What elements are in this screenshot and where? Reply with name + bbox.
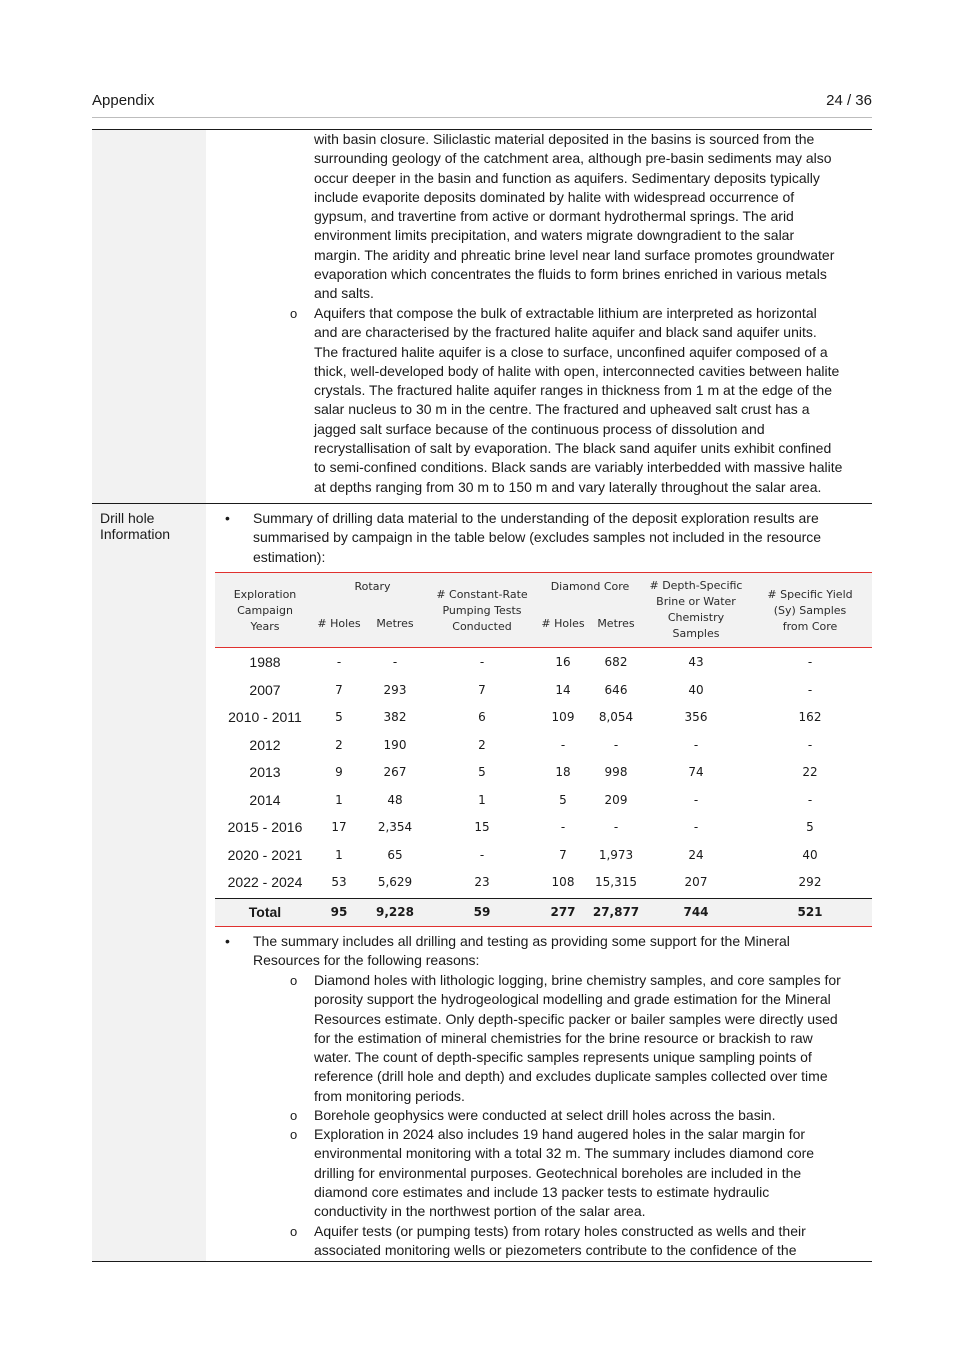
- cell-rotary-metres: 382: [383, 710, 407, 724]
- cell-pumping: 6: [478, 710, 486, 724]
- text-line: for the estimation of mineral chemistries for the brine resource or brackish to raw: [314, 1029, 813, 1046]
- header-text: Brine or Water: [656, 595, 736, 608]
- cell-rotary-holes: 1: [335, 792, 343, 807]
- circle-bullet-icon: o: [290, 973, 298, 988]
- text-line: summarised by campaign in the table below (excludes samples not included in the resource: [253, 529, 822, 546]
- cell-total-diamond-metres: 27,877: [592, 905, 640, 919]
- text-line: thick, well-developed body of halite with open, interconnected cavities between halite: [314, 362, 840, 379]
- header-text: Conducted: [452, 620, 512, 633]
- cell-chemistry: 74: [688, 765, 704, 779]
- header-text: Pumping Tests: [442, 604, 522, 617]
- cell-year: 2013: [249, 764, 281, 780]
- label-column: [92, 130, 206, 1261]
- text-line: recrystallisation of salt by evaporation. The black sand aquifer units exhibit confined: [314, 440, 832, 457]
- page-number: 24 / 36: [826, 92, 872, 109]
- text-line: Aquifer tests (or pumping tests) from rotary holes constructed as wells and their: [314, 1223, 806, 1239]
- cell-rotary-metres: 5,629: [377, 875, 413, 889]
- cell-total-label: Total: [248, 904, 282, 920]
- text-line: jagged salt surface because of the continuous process of dissolution and: [314, 420, 765, 437]
- text-line: reference (drill hole and depth) and excludes duplicate samples collected over time: [314, 1068, 828, 1085]
- cell-rotary-holes: 5: [335, 710, 343, 724]
- header-text: Years: [250, 620, 280, 633]
- header-campaign: [215, 587, 315, 635]
- cell-total-yield: 521: [797, 905, 823, 919]
- table-row: [215, 759, 872, 787]
- text-line: Aquifers that compose the bulk of extractable lithium are interpreted as horizontal: [314, 305, 817, 321]
- text-line: with basin closure. Siliclastic material deposited in the basins is sourced from the: [314, 131, 815, 147]
- cell-diamond-metres: -: [613, 737, 619, 752]
- cell-chemistry: 207: [684, 875, 708, 889]
- table-row: [215, 869, 872, 897]
- cell-rotary-metres: -: [392, 655, 398, 669]
- sub-bullet-exploration-2024: [290, 1125, 874, 1221]
- cell-year: 2015 - 2016: [227, 819, 303, 835]
- circle-bullet-icon: o: [290, 1224, 298, 1239]
- text-line: water. The count of depth-specific samples represents unique sampling points of: [314, 1049, 812, 1066]
- cell-diamond-holes: -: [560, 820, 566, 834]
- header-diamond-holes: # Holes: [541, 617, 585, 630]
- cell-rotary-holes: 53: [331, 875, 347, 889]
- text-line: conductivity in the northwest portion of the salar area.: [314, 1203, 646, 1220]
- table-total-row: [215, 898, 872, 927]
- circle-bullet-icon: o: [290, 306, 298, 321]
- cell-diamond-metres: 682: [604, 655, 628, 669]
- text-line: include evaporite deposits dominated by halite with widespread occurrence of: [314, 188, 795, 205]
- cell-total-diamond-holes: 277: [550, 905, 576, 919]
- header-title: Appendix: [92, 92, 155, 109]
- bullet-icon: •: [225, 510, 230, 526]
- header-rotary-holes: # Holes: [317, 617, 361, 630]
- cell-yield: -: [807, 737, 813, 752]
- header-specific-yield: [751, 587, 869, 635]
- text-line: crystals. The fractured halite aquifer ranges in thickness from 1 m at the edge of the: [314, 382, 833, 399]
- cell-rotary-metres: 2,354: [377, 820, 413, 834]
- cell-chemistry: 356: [684, 710, 708, 724]
- cell-rotary-metres: 267: [383, 765, 407, 779]
- sub-bullet-geophysics: [290, 1106, 874, 1125]
- cell-yield: 5: [806, 820, 814, 834]
- table-row: [215, 814, 872, 842]
- cell-diamond-metres: 1,973: [598, 847, 634, 862]
- cell-rotary-holes: 1: [335, 847, 343, 862]
- cell-diamond-metres: 998: [604, 765, 628, 779]
- text-line: Resources for the following reasons:: [253, 952, 480, 969]
- header-rule: [92, 117, 872, 118]
- text-line: estimation):: [253, 548, 326, 565]
- cell-pumping: 15: [474, 820, 490, 834]
- text-line: porosity support the hydrogeological modelling and grade estimation for the Mineral: [314, 991, 831, 1008]
- drill-intro-bullet: [225, 509, 873, 567]
- cell-chemistry: 24: [688, 847, 704, 862]
- cell-year: 2010 - 2011: [228, 709, 302, 725]
- table-row: [215, 704, 872, 732]
- cell-rotary-holes: -: [336, 655, 342, 669]
- cell-pumping: 23: [474, 875, 490, 889]
- text-line: at depths ranging from 30 m to 150 m and vary laterally throughout the salar area.: [314, 478, 822, 495]
- cell-total-chemistry: 744: [683, 905, 709, 919]
- cell-chemistry: 40: [688, 682, 704, 697]
- aquifer-bullet: [290, 304, 874, 497]
- header-diamond-group: Diamond Core: [550, 580, 630, 593]
- cell-chemistry: 43: [688, 655, 704, 669]
- header-chemistry: [645, 578, 747, 642]
- row-separator: [92, 503, 872, 504]
- text-line: environmental monitoring with a total 32 m. The summary includes diamond core: [314, 1145, 815, 1162]
- table-row: [215, 787, 872, 815]
- cell-year: 2014: [249, 791, 281, 808]
- cell-pumping: 7: [478, 682, 486, 697]
- cell-pumping: -: [479, 847, 485, 862]
- cell-rotary-metres: 190: [383, 737, 407, 752]
- cell-total-rotary-metres: 9,228: [376, 905, 414, 919]
- page-header: [92, 92, 872, 114]
- cell-diamond-holes: 16: [555, 655, 571, 669]
- header-text: # Depth-Specific: [649, 579, 743, 592]
- cell-chemistry: -: [693, 792, 699, 807]
- text-line: and salts.: [314, 285, 374, 302]
- table-row: [215, 649, 872, 677]
- text-line: Borehole geophysics were conducted at select drill holes across the basin.: [314, 1107, 776, 1123]
- cell-yield: 162: [798, 710, 822, 724]
- cell-year: 1988: [249, 654, 281, 670]
- text-line: surrounding geology of the catchment area, although pre-basin sediments may also: [314, 150, 832, 167]
- cell-yield: 40: [802, 847, 818, 862]
- table-row: [215, 677, 872, 705]
- header-text: Chemistry: [667, 611, 725, 624]
- cell-rotary-metres: 48: [387, 792, 403, 807]
- text-line: evaporation which concentrates the fluids to form brines enriched in various metals: [314, 266, 827, 283]
- text-line: occur deeper in the basin and function as aquifers. Sedimentary deposits typically: [314, 169, 820, 186]
- header-text: Samples: [672, 627, 720, 640]
- cell-diamond-holes: 14: [555, 682, 571, 697]
- cell-yield: -: [807, 792, 813, 807]
- text-line: Exploration in 2024 also includes 19 hand augered holes in the salar margin for: [314, 1126, 806, 1142]
- sub-bullet-aquifer-tests: [290, 1222, 874, 1261]
- cell-year: 2022 - 2024: [227, 874, 303, 890]
- continuation-paragraph: [314, 130, 874, 304]
- header-rotary-metres: Metres: [376, 617, 414, 630]
- text-line: gypsum, and travertine from active or dormant hydrothermal springs. The arid: [314, 208, 794, 225]
- cell-pumping: -: [479, 655, 485, 669]
- text-line: salar nucleus to 30 m in the centre. The fractured and upheaved salt crust has a: [314, 401, 810, 418]
- circle-bullet-icon: o: [290, 1127, 298, 1142]
- cell-diamond-metres: 8,054: [598, 710, 634, 724]
- text-line: associated monitoring wells or piezometers contribute to the confidence of the: [314, 1242, 797, 1259]
- table-row: [215, 732, 872, 760]
- cell-yield: -: [807, 655, 813, 669]
- text-line: to semi-confined conditions. Black sands are variably interbedded with massive halite: [314, 459, 843, 476]
- text-line: The summary includes all drilling and testing as providing some support for the Mineral: [253, 933, 790, 949]
- cell-chemistry: -: [693, 737, 699, 752]
- cell-diamond-metres: -: [613, 820, 619, 834]
- cell-year: 2007: [249, 681, 281, 698]
- cell-diamond-holes: -: [560, 737, 566, 752]
- bullet-icon: •: [225, 933, 230, 949]
- text-line: and are characterised by the fractured halite aquifer and black sand aquifer units.: [314, 324, 817, 341]
- cell-year: 2020 - 2021: [227, 846, 303, 863]
- reasons-bullet: [225, 932, 873, 971]
- text-line: Resources estimate. Only depth-specific packer or bailer samples were directly used: [314, 1010, 838, 1027]
- text-line: margin. The aridity and phreatic brine level near land surface promotes groundwater: [314, 246, 835, 263]
- header-text: # Constant-Rate: [436, 588, 528, 601]
- cell-total-rotary-holes: 95: [330, 905, 348, 919]
- text-line: Diamond holes with lithologic logging, brine chemistry samples, and core samples for: [314, 972, 841, 988]
- sub-bullet-diamond-holes: [290, 971, 874, 1106]
- header-text: Exploration: [233, 588, 297, 601]
- cell-diamond-holes: 18: [555, 765, 571, 779]
- cell-diamond-metres: 646: [604, 682, 628, 697]
- cell-rotary-holes: 2: [335, 737, 343, 752]
- text-line: diamond core estimates and include 13 packer tests to estimate hydraulic: [314, 1183, 770, 1200]
- header-text: Campaign: [237, 604, 293, 617]
- header-rotary-group: Rotary: [354, 580, 391, 593]
- row-label-drill-hole: Drill hole Information: [100, 510, 171, 542]
- cell-diamond-holes: 109: [551, 710, 575, 724]
- cell-diamond-holes: 108: [551, 875, 575, 889]
- header-text: (Sy) Samples: [773, 604, 847, 617]
- text-line: The fractured halite aquifer is a close to surface, unconfined aquifer composed of a: [314, 343, 828, 360]
- text-line: drilling for environmental purposes. Geotechnical boreholes are included in the: [314, 1164, 802, 1181]
- header-text: # Specific Yield: [767, 588, 853, 601]
- table-row: [215, 842, 872, 870]
- cell-pumping: 1: [478, 792, 486, 807]
- text-line: Summary of drilling data material to the understanding of the deposit exploration results are: [253, 510, 819, 526]
- table-header: [215, 572, 872, 648]
- cell-rotary-metres: 293: [383, 682, 407, 697]
- cell-diamond-holes: 7: [559, 847, 567, 862]
- cell-pumping: 5: [478, 765, 486, 779]
- cell-pumping: 2: [478, 737, 486, 752]
- cell-rotary-holes: 17: [331, 820, 347, 834]
- cell-rotary-metres: 65: [387, 847, 403, 862]
- text-line: from monitoring periods.: [314, 1087, 465, 1104]
- circle-bullet-icon: o: [290, 1108, 298, 1123]
- cell-yield: 22: [802, 765, 818, 779]
- header-diamond-metres: Metres: [597, 617, 635, 630]
- cell-rotary-holes: 7: [335, 682, 343, 697]
- cell-diamond-metres: 15,315: [595, 875, 637, 889]
- cell-diamond-holes: 5: [559, 792, 567, 807]
- text-line: environment limits precipitation, and waters migrate downgradient to the salar: [314, 227, 795, 244]
- cell-rotary-holes: 9: [335, 765, 343, 779]
- cell-diamond-metres: 209: [604, 792, 628, 807]
- cell-total-pumping: 59: [473, 905, 491, 919]
- cell-chemistry: -: [693, 820, 699, 834]
- header-pumping: [429, 587, 535, 635]
- cell-year: 2012: [249, 736, 281, 753]
- header-text: from Core: [782, 620, 838, 633]
- cell-yield: 292: [798, 875, 822, 889]
- cell-yield: -: [807, 682, 813, 697]
